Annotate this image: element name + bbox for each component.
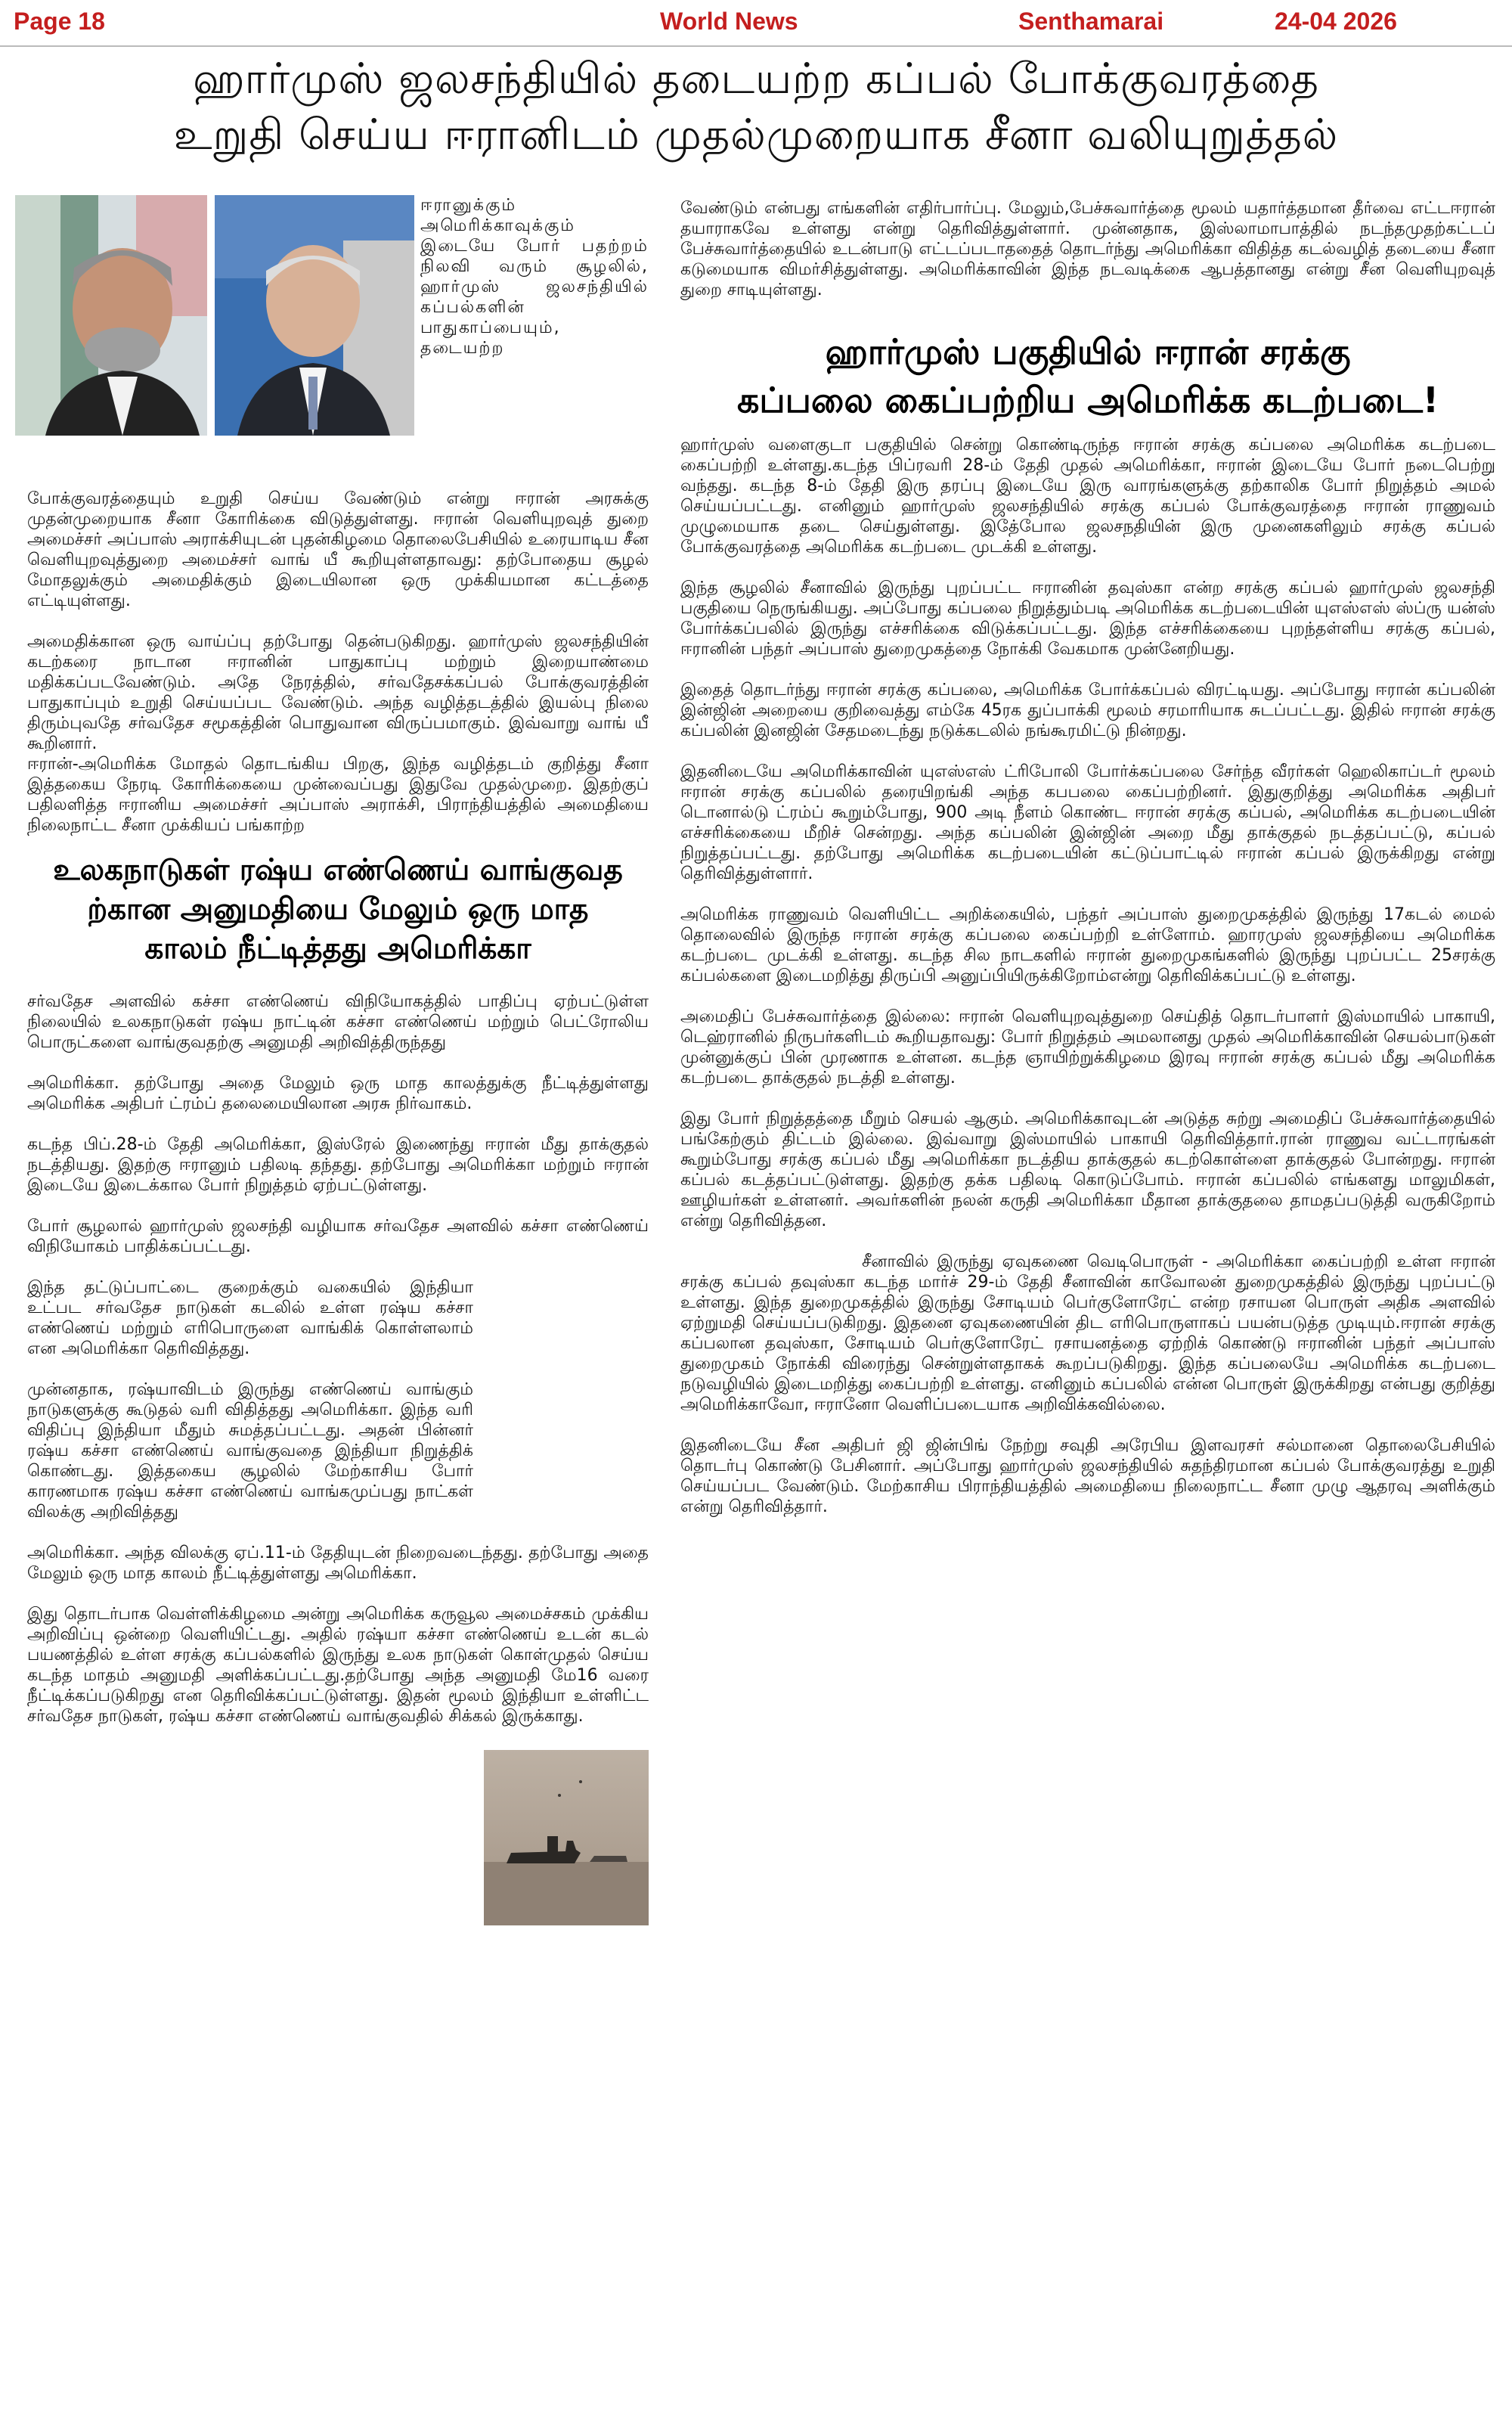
photo-iran-minister	[15, 195, 207, 436]
article3-paragraph-7: இது போர் நிறுத்தத்தை மீறும் செயல் ஆகும். அமெரிக்காவுடன் அடுத்த சுற்று அமைதிப் பேச்சுவார்த்தையில் பங்கேற்கும் திட்டம் இல்லை. இவ்வாறு இஸ்மாயில் பாகாயி தெரிவித்தார்.ரான் ராணுவ வட்டாரங்கள் கூறும்போது சரக்கு கப்பல் மீது அமெரிக்கா நடத்திய தாக்குதல் கடற்கொள்ளை தாக்குதல் போன்றது. ஈரான் கப்பல் கடத்தப்பட்டுள்ளது. இதற்கு தக்க பதிலடி கொடுப்போம். ஈரான் கப்பலில் எங்களது மாலுமிகள், ஊழியர்கள் உள்ளனர். அவர்களின் நலன் கருதி அமெரிக்கா மீதான தாக்குதலை தாமதப்படுத்தி வருகிறோம் என்று தெரிவித்தன.	[680, 1109, 1495, 1230]
newspaper-name: Senthamarai	[1018, 8, 1164, 35]
left-column	[27, 489, 649, 1727]
article1-paragraph-1: போக்குவரத்தையும் உறுதி செய்ய வேண்டும் என்று ஈரான் அரசுக்கு முதன்முறையாக சீனா கோரிக்கை விடுத்துள்ளது. ஈரான் வெளியுறவுத் துறை அமைச்சர் அப்பாஸ் அராக்சியுடன் புதன்கிழமை தொலைபேசியில் உரையாடிய சீன வெளியுறவுத்துறை அமைச்சர் வாங் யீ கூறியுள்ளதாவது: தற்போதைய சூழல் மோதலுக்கும் அமைதிக்கும் இடையிலான ஒரு முக்கியமான கட்டத்தை எட்டியுள்ளது.	[27, 489, 649, 610]
article2-paragraph-5: இந்த தட்டுப்பாட்டை குறைக்கும் வகையில் இந்தியா உட்பட சர்வதேச நாடுகள் கடலில் உள்ள ரஷ்ய கச்சா எண்ணெய் மற்றும் எரிபொருளை வாங்கிக் கொள்ளலாம் என அமெரிக்கா தெரிவித்தது.	[27, 1278, 473, 1358]
right-column	[680, 198, 1495, 1517]
article3-paragraph-6: அமைதிப் பேச்சுவார்த்தை இல்லை: ஈரான் வெளியுறவுத்துறை செய்தித் தொடர்பாளர் இஸ்மாயில் பாகாயி, டெஹ்ரானில் நிருபர்களிடம் கூறியதாவது: போர் நிறுத்தம் அமலானது முதல் அமெரிக்காவின் செயல்பாடுகள் முன்னுக்குப் பின் முரணாக உள்ளன. கடந்த ஞாயிற்றுக்கிழமை இரவு ஈரான் சரக்கு கப்பல் மீது அமெரிக்க கடற்படை தாக்குதல் நடத்தி உள்ளது.	[680, 1007, 1495, 1087]
article3-title-line-1: ஹார்முஸ் பகுதியில் ஈரான் சரக்கு	[825, 331, 1351, 372]
article2-paragraph-2: அமெரிக்கா. தற்போது அதை மேலும் ஒரு மாத காலத்துக்கு நீட்டித்துள்ளது அமெரிக்க அதிபர் ட்ரம்ப் தலைமையிலான அரசு நிர்வாகம்.	[27, 1074, 649, 1113]
article3-paragraph-2: இந்த சூழலில் சீனாவில் இருந்து புறப்பட்ட ஈரானின் தவுஸ்கா என்ற சரக்கு கப்பல் ஹார்முஸ் ஜலசந்தி பகுதியை நெருங்கியது. அப்போது கப்பலை நிறுத்தும்படி அமெரிக்க கடற்படையின் யுஎஸ்எஸ் ஸ்ப்ரு யன்ஸ் போர்க்கப்பலில் இருந்து எச்சரிக்கை விடுக்கப்பட்டது. இந்த எச்சரிக்கையை புறந்தள்ளிய சரக்கு கப்பல், ஈரானின் பந்தர் அப்பாஸ் துறைமுகத்தை நோக்கி வேகமாக முன்னேறியது.	[680, 579, 1495, 659]
article3-title	[680, 327, 1495, 424]
article2-title-line-3: காலம் நீட்டித்தது அமெரிக்கா	[144, 932, 531, 966]
photo-china-minister	[215, 195, 414, 436]
article3-paragraph-1: ஹார்முஸ் வளைகுடா பகுதியில் சென்று கொண்டிருந்த ஈரான் சரக்கு கப்பலை அமெரிக்க கடற்படை கைப்பற்றி உள்ளது.கடந்த பிப்ரவரி 28-ம் தேதி முதல் அமெரிக்கா, ஈரான் இடையே போர் நடைபெற்று வந்தது. கடந்த 8-ம் தேதி இரு தரப்பு இடையே இரு வாரங்களுக்கு தற்காலிக போர் நிறுத்தம் அமல் செய்யப்பட்டது. எனினும் ஹார்முஸ் ஜலசந்தியில் சரக்கு கப்பல் போக்குவரத்தை ஈரான் ராணுவம் முழுமையாக தடை செய்துள்ளது. இதே்போல ஜலசநதியின் இரு முனைகளிலும் சரக்கு கப்பல் போக்குவரத்தை அமெரிக்க கடற்படை முடக்கி உள்ளது.	[680, 436, 1495, 557]
article1-paragraph-2: அமைதிக்கான ஒரு வாய்ப்பு தற்போது தென்படுகிறது. ஹார்முஸ் ஜலசந்தியின் கடற்கரை நாடான ஈரானின் பாதுகாப்பு மற்றும் இறையாண்மை மதிக்கப்படவேண்டும். அதே நேரத்தில், சர்வதேசக்கப்பல் போக்குவரத்தின் பாதுகாப்பும் உறுதி செய்யப்பட வேண்டும். அந்த வழித்தடத்தில் இயல்பு நிலை திரும்புவதே சர்வதேச சமூகத்தின் பொதுவான விருப்பமாகும். இவ்வாறு வாங் யீ கூறினார்.	[27, 632, 649, 753]
article2-paragraph-6: முன்னதாக, ரஷ்யாவிடம் இருந்து எண்ணெய் வாங்கும் நாடுகளுக்கு கூடுதல் வரி விதித்தது அமெரிக்கா. இந்த வரி விதிப்பு இந்தியா மீதும் சுமத்தப்பட்டது. அதன் பின்னர் ரஷ்ய கச்சா எண்ணெய் வாங்குவதை இந்தியா நிறுத்திக் கொண்டது. இத்தகைய சூழலில் மேற்காசிய போர் காரணமாக ரஷ்ய கச்சா எண்ணெய் வாங்கமுப்பது நாட்கள் விலக்கு அறிவித்தது	[27, 1380, 473, 1522]
headline-line-2: உறுதி செய்ய ஈரானிடம் முதல்முறையாக சீனா வலியுறுத்தல்	[173, 110, 1339, 160]
article3-paragraph-3: இதைத் தொடர்ந்து ஈரான் சரக்கு கப்பலை, அமெரிக்க போர்க்கப்பல் விரட்டியது. அப்போது ஈரான் கப்பலின் இன்ஜின் அறையை குறிவைத்து எம்கே 45ரக துப்பாக்கி மூலம் சரமாரியாக சுடப்பட்டது. இதில் ஈரான் சரக்கு கப்பலின் இனஜின் சேதமடைந்து நடுக்கடலில் நங்கூரமிட்டு நின்றது.	[680, 681, 1495, 740]
issue-date: 24-04 2026	[1275, 8, 1397, 35]
article2-paragraph-4: போர் சூழலால் ஹார்முஸ் ஜலசந்தி வழியாக சர்வதேச அளவில் கச்சா எண்ணெய் விநியோகம் பாதிக்கப்பட்டது.	[27, 1217, 649, 1256]
article2-paragraph-7: அமெரிக்கா. அந்த விலக்கு ஏப்.11-ம் தேதியுடன் நிறைவடைந்தது. தற்போது அதை மேலும் ஒரு மாத காலம் நீட்டித்துள்ளது அமெரிக்கா.	[27, 1544, 649, 1583]
article3-title-line-2: கப்பலை கைப்பற்றிய அமெரிக்க கடற்படை!	[737, 380, 1439, 420]
article1-paragraph-3: ஈரான்-அமெரிக்க மோதல் தொடங்கிய பிறகு, இந்த வழித்தடம் குறித்து சீனா இத்தகைய நேரடி கோரிக்கையை முன்வைப்பது இதுவே முதல்முறை. இதற்குப் பதிலளித்த ஈரானிய அமைச்சர் அப்பாஸ் அராக்சி, பிராந்தியத்தில் அமைதியை நிலைநாட்ட சீனா முக்கியப் பங்காற்ற	[27, 755, 649, 835]
article3-paragraph-5: அமெரிக்க ராணுவம் வெளியிட்ட அறிக்கையில், பந்தர் அப்பாஸ் துறைமுகத்தில் இருந்து 17கடல் மைல் தொலைவில் இருந்த ஈரான் சரக்கு கப்பலை கைப்பற்றி உள்ளோம். ஹாரமுஸ் ஜலசந்தியை அமெரிக்க கடற்படை முடக்கி உள்ளது. கடந்த சில நாடகளில் ஈரான் துறைமுகங்களில் இருந்து புறப்பட்ட 25சரக்கு கப்பல்களை இடைமறித்து திருப்பி அனுப்பியிருக்கிறோம்என்று தெரிவிக்கப்பட்டு உள்ளது.	[680, 905, 1495, 985]
article3-paragraph-8: சீனாவில் இருந்து ஏவுகணை வெடிபொருள் - அமெரிக்கா கைப்பற்றி உள்ள ஈரான் சரக்கு கப்பல் தவுஸ்கா கடந்த மார்ச் 29-ம் தேதி சீனாவின் காவோலன் துறைமுகத்தில் இருந்து புறப்பட்டு உள்ளது. இந்த துறைமுகத்தில் இருந்து சோடியம் பெர்குளோரேட் என்ற ரசாயன பொருள் அதிக அளவில் ஏற்றுமதி செய்யப்படுகிறது. இதனை ஏவுகணையின் திட எரிபொருளாகப் பயன்படுத்த முடியும்.ஈரான் சரக்கு கப்பலான தவுஸ்கா, சோடியம் பெர்குளோரேட் ரசாயனத்தை ஏற்றிக் கொண்டு ஈரானின் பந்தர் அப்பாஸ் துறைமுகம் நோக்கி விரைந்து சென்றுள்ளதாகக் கூறப்படுகிறது. இந்த கப்பலையே அமெரிக்க கடற்படை நடுவழியில் இடைமறித்து கைப்பற்றி உள்ளது. எனினும் கப்பலில் என்ன பொருள் இருக்கிறது என்பது குறித்து அமெரிக்காவோ, ஈரானோ வெளிப்படையாக அறிவிக்கவில்லை.	[680, 1252, 1495, 1414]
section-title: World News	[660, 8, 798, 35]
article2-title-line-2: ற்கான அனுமதியை மேலும் ஒரு மாத	[87, 892, 589, 926]
page-header	[0, 0, 1512, 47]
article2-paragraph-1: சர்வதேச அளவில் கச்சா எண்ணெய் விநியோகத்தில் பாதிப்பு ஏற்பட்டுள்ள நிலையில் உலகநாடுகள் ரஷ்ய நாட்டின் கச்சா எண்ணெய் மற்றும் பெட்ரோலிய பொருட்களை வாங்குவதற்கு அனுமதி அறிவித்திருந்தது	[27, 992, 649, 1052]
page-number: Page 18	[14, 8, 105, 35]
article2-paragraph-3: கடந்த பிப்.28-ம் தேதி அமெரிக்கா, இஸ்ரேல் இணைந்து ஈரான் மீது தாக்குதல் நடத்தியது. இதற்கு ஈரானும் பதிலடி தந்தது. தற்போது அமெரிக்கா மற்றும் ஈரான் இடையே இடைக்கால போர் நிறுத்தம் ஏற்பட்டுள்ளது.	[27, 1135, 649, 1195]
article3-paragraph-4: இதனிடையே அமெரிக்காவின் யுஎஸ்எஸ் ட்ரிபோலி போர்க்கப்பலை சேர்ந்த வீரர்கள் ஹெலிகாப்டர் மூலம் ஈரான் சரக்கு கப்பலில் தரையிறங்கி அந்த கபபலை கைப்பற்றினர். இதுகுறித்து அமெரிக்க அதிபர் டொனால்டு ட்ரம்ப் கூறும்போது, 900 அடி நீளம் கொண்ட ஈரான் சரக்கு கப்பல், அமெரிக்க கடற்படையின் எச்சரிக்கையை மீறிச் சென்றது. அந்த கப்பலின் இன்ஜின் அறை மீது தாக்குதல் நடத்தப்பட்டு, கப்பல் நிறுத்தப்பட்டது. தற்போது அமெரிக்க கடற்படையின் கட்டுப்பாட்டில் ஈரான் கப்பல் இருக்கிறது என்று தெரிவித்துள்ளார்.	[680, 762, 1495, 883]
article2-title-line-1: உலகநாடுகள் ரஷ்ய எண்ணெய் வாங்குவத	[53, 853, 623, 887]
article1-intro: ஈரானுக்கும் அமெரிக்காவுக்கும் இடையே போர் பதற்றம் நிலவி வரும் சூழலில், ஹார்முஸ் ஜலசந்தியில் கப்பல்களின் பாதுகாப்பையும், தடையற்ற	[420, 196, 649, 358]
main-headline	[15, 51, 1497, 163]
article1-intro-block	[420, 195, 649, 358]
article1-continued: வேண்டும் என்பது எங்களின் எதிர்பார்ப்பு. மேலும்,பேச்சுவார்த்தை மூலம் யதார்த்தமான தீர்வை எட்டஈரான் தயாராகவே உள்ளது என்று தெரிவித்துள்ளார். முன்னதாக, இஸ்லாமாபாத்தில் நடந்தமுதற்கட்டப் பேச்சுவார்த்தையில் உடன்பாடு எட்டப்படாததைத் தொடர்ந்து அமெரிக்கா விதித்த கடல்வழித் தடையை சீனா கடுமையாக விமர்சித்துள்ளது. அமெரிக்காவின் இந்த நடவடிக்கை ஆபத்தானது என்று சீன வெளியுறவுத் துறை சாடியுள்ளது.	[680, 199, 1495, 299]
article2-paragraph-8: இது தொடர்பாக வெள்ளிக்கிழமை அன்று அமெரிக்க கருவூல அமைச்சகம் முக்கிய அறிவிப்பு ஒன்றை வெளியிட்டது. அதில் ரஷ்யா கச்சா எண்ணெய் உடன் கடல் பயணத்தில் உள்ள சரக்கு கப்பல்களில் இருந்து உலக நாடுகள் கொள்முதல் செய்ய கடந்த மாதம் அனுமதி அளிக்கப்பட்டது.தற்போது அந்த அனுமதி மே16 வரை நீட்டிக்கப்படுகிறது என தெரிவிக்கப்பட்டுள்ளது. இதன் மூலம் இந்தியா உள்ளிட்ட சர்வதேச நாடுகள், ரஷ்ய கச்சா எண்ணெய் வாங்குவதில் சிக்கல் இருக்காது.	[27, 1605, 649, 1726]
article3-paragraph-9: இதனிடையே சீன அதிபர் ஜி ஜின்பிங் நேற்று சவுதி அரேபிய இளவரசர் சல்மானை தொலைபேசியில் தொடர்பு கொண்டு பேசினார். அப்போது ஹார்முஸ் ஜலசந்தியில் சுதந்திரமான கப்பல் போக்குவரத்து உறுதி செய்யப்பட வேண்டும். மேற்காசிய பிராந்தியத்தில் அமைதியை நிலைநாட்ட சீனா முழு ஆதரவு அளிக்கும் என்று தெரிவித்தார்.	[680, 1436, 1495, 1516]
article2-title	[27, 851, 649, 969]
photo-cargo-ship	[484, 1750, 649, 1925]
headline-line-1: ஹார்முஸ் ஜலசந்தியில் தடையற்ற கப்பல் போக்குவரத்தை	[192, 54, 1319, 104]
